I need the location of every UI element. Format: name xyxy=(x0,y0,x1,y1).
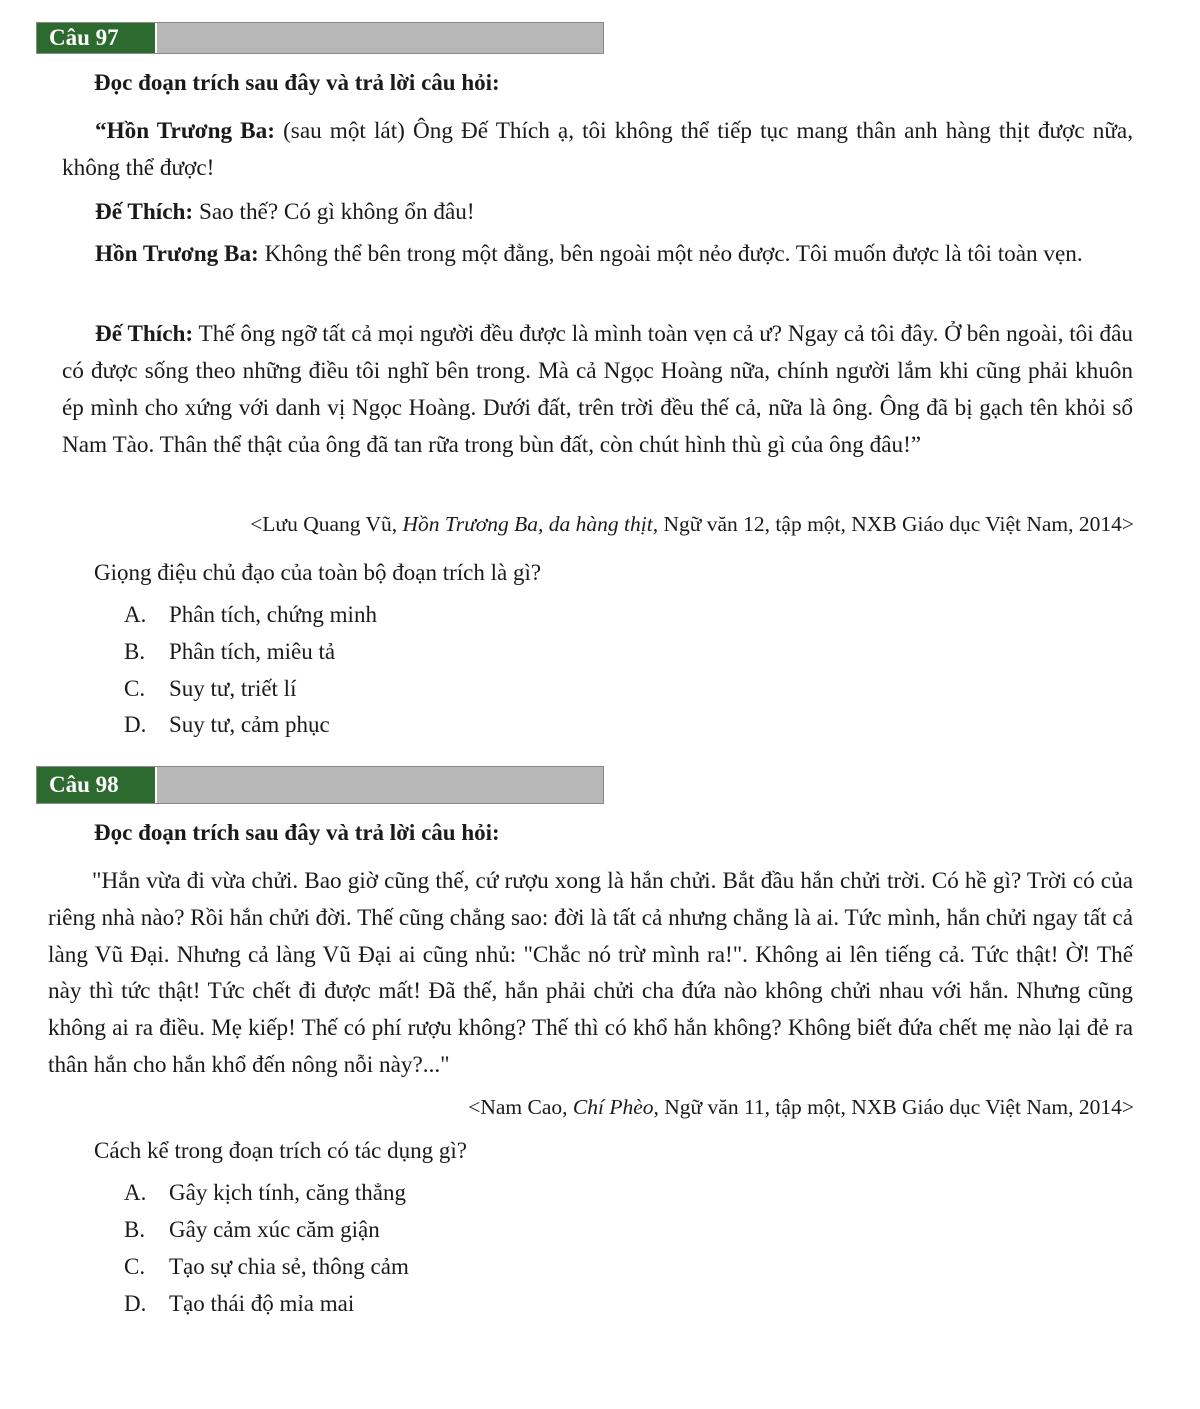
q97-passage-paragraph-1 xyxy=(62,113,1133,187)
q97-option-b: B. Phân tích, miêu tả xyxy=(124,639,336,664)
question-97-header xyxy=(36,22,604,54)
question-98-text: Cách kể trong đoạn trích có tác dụng gì? xyxy=(94,1138,467,1163)
question-97-text: Giọng điệu chủ đạo của toàn bộ đoạn trích là gì? xyxy=(94,560,542,585)
q97-option-c: C. Suy tư, triết lí xyxy=(124,676,297,701)
q97-source-citation: <Lưu Quang Vũ, Hồn Trương Ba, da hàng thịt, Ngữ văn 12, tập một, NXB Giáo dục Việt Nam, 2014> xyxy=(250,512,1134,536)
q97-option-d: D. Suy tư, cảm phục xyxy=(124,712,330,737)
dialogue-text: Sao thế? Có gì không ổn đâu! xyxy=(193,199,475,225)
q97-passage-paragraph-2 xyxy=(62,194,1133,231)
speaker-name: Đế Thích: xyxy=(95,199,194,225)
dialogue-text: Thế ông ngỡ tất cả mọi người đều được là mình toàn vẹn cả ư? Ngay cả tôi đây. Ở bên ngoài, tôi đâu có được sống theo những điều tôi nghĩ bên trong. Mà cả Ngọc Hoàng nữa, chính người lắm khi cũng phải khuôn ép mình cho xứng với danh vị Ngọc Hoàng. Dưới đất, trên trời đều thế cả, nữa là ông. Ông đã bị gạch tên khỏi sổ Nam Tào. Thân thể thật của ông đã tan rữa trong bùn đất, còn chút hình thù gì của ông đâu!” xyxy=(62,321,1133,458)
question-97-instruction: Đọc đoạn trích sau đây và trả lời câu hỏi: xyxy=(94,70,500,95)
speaker-name: “Hồn Trương Ba: xyxy=(95,118,275,144)
question-98-label: Câu 98 xyxy=(37,767,155,803)
question-98-header xyxy=(36,766,604,804)
question-98-header-bar xyxy=(155,767,603,803)
q98-option-a: A. Gây kịch tính, căng thẳng xyxy=(124,1180,406,1205)
q98-passage: "Hắn vừa đi vừa chửi. Bao giờ cũng thế, cứ rượu xong là hắn chửi. Bắt đầu hắn chửi trời. Có hề gì? Trời có của riêng nhà nào? Rồi hắn chửi đời. Thế cũng chẳng sao: đời là tất cả nhưng chẳng là ai. Tức mình, hắn chửi ngay tất cả làng Vũ Đại. Nhưng cả làng Vũ Đại ai cũng nhủ: "Chắc nó trừ mình ra!". Không ai lên tiếng cả. Tức thật! Ờ! Thế này thì tức thật! Tức chết đi được mất! Đã thế, hắn phải chửi cha đứa nào không chửi nhau với hắn. Nhưng cũng không ai ra điều. Mẹ kiếp! Thế có phí rượu không? Thế thì có khổ hắn không? Không biết đứa chết mẹ nào lại đẻ ra thân hắn cho hắn khổ đến nông nỗi này?..." xyxy=(48,868,1133,1078)
q98-option-b: B. Gây cảm xúc căm giận xyxy=(124,1217,380,1242)
dialogue-text: Không thể bên trong một đằng, bên ngoài một nẻo được. Tôi muốn được là tôi toàn vẹn. xyxy=(258,241,1083,267)
q97-option-a: A. Phân tích, chứng minh xyxy=(124,602,377,627)
q97-passage-paragraph-3 xyxy=(62,236,1133,273)
q97-passage-paragraph-4 xyxy=(62,316,1133,464)
speaker-name: Đế Thích: xyxy=(95,321,194,347)
question-97-label: Câu 97 xyxy=(37,23,155,53)
question-97-header-bar xyxy=(155,23,603,53)
dialogue-text: (sau một lát) Ông Đế Thích ạ, tôi không thể tiếp tục mang thân anh hàng thịt được nữa, không thể được! xyxy=(62,118,1133,181)
q98-option-c: C. Tạo sự chia sẻ, thông cảm xyxy=(124,1254,409,1279)
q98-source-citation: <Nam Cao, Chí Phèo, Ngữ văn 11, tập một, NXB Giáo dục Việt Nam, 2014> xyxy=(468,1095,1134,1119)
q98-option-d: D. Tạo thái độ mỉa mai xyxy=(124,1291,355,1316)
speaker-name: Hồn Trương Ba: xyxy=(95,241,259,267)
question-98-instruction: Đọc đoạn trích sau đây và trả lời câu hỏi: xyxy=(94,820,500,845)
